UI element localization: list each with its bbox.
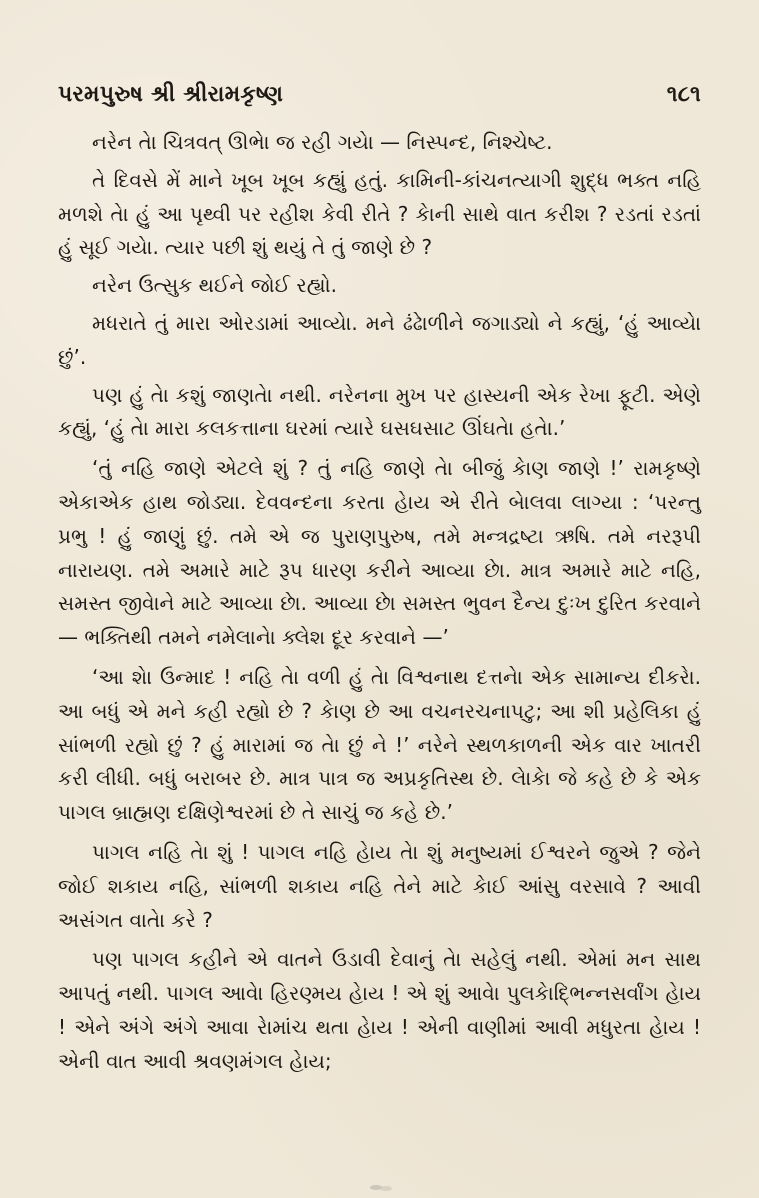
page-number: ૧૮૧ (666, 81, 701, 107)
paragraph-1: નરેન તેા ચિત્રવત્ ઊભેા જ રહી ગયેા — નિસ્પન્દ, નિશ્ચેષ્ટ. (92, 130, 553, 154)
paragraph-3: નરેન ઉત્સુક થઈને જોઈ રહ્યો. (92, 273, 337, 298)
paragraph-6: ‘તું નહિ જાણે એટલે શું ? તું નહિ જાણે તેા બીજું કેાણ જાણે !’ રામકૃષ્ણે એકાએક હાથ જોડ્યા. દેવવન્દના કરતા હેાય એ રીતે બેાલવા લાગ્યા : ‘પરન્તુ પ્રભુ ! હું જાણું છું. તમે એ જ પુરાણપુરુષ, તમે મન્ત્રદ્રષ્ટા ઋષિ. તમે નરરૂપી નારાયણ. તમે અમારે માટે રૂપ ધારણ કરીને આવ્યા છેા. માત્ર અમારે માટે નહિ, સમસ્ત જીવેાને માટે આવ્યા છેા. આવ્યા છેા સમસ્ત ભુવન દૈન્ય દુઃખ દુરિત કરવાને — ભક્તિથી તમને નમેલાનેા ક્લેશ દૂર કરવાને —’ (58, 456, 701, 650)
page-header (58, 78, 701, 110)
paragraph-7: ‘આ શેા ઉન્માદ ! નહિ તેા વળી હું તેા વિશ્વનાથ દત્તનેા એક સામાન્ય દીકરેા. આ બધું એ મને કહી રહ્યો છે ? કેાણ છે આ વચનરચનાપટુ; આ શી પ્રહેલિકા હું સાંભળી રહ્યો છું ? હું મારામાં જ તેા છું ને !’ નરેને સ્થળકાળની એક વાર ખાતરી કરી લીધી. બધું બરાબર છે. માત્ર પાત્ર જ અપ્રકૃતિસ્થ છે. લેાકેા જે કહે છે કે એક પાગલ બ્રાહ્મણ દક્ષિણેશ્વરમાં છે તે સાચું જ કહે છે.’ (58, 664, 701, 825)
paragraph-8: પાગલ નહિ તેા શું ! પાગલ નહિ હેાય તેા શું મનુષ્યમાં ઈશ્વરને જુએ ? જેને જોઈ શકાય નહિ, સાંભળી શકાય નહિ તેને માટે કેાઈ આંસુ વરસાવે ? આવી અસંગત વાતેા કરે ? (58, 839, 701, 932)
running-title: પરમપુરુષ શ્રી શ્રીરામકૃષ્ણ (58, 81, 284, 107)
paragraph-9: પણ પાગલ કહીને એ વાતને ઉડાવી દેવાનું તેા સહેલું નથી. એમાં મન સાથ આપતું નથી. પાગલ આવેા હિરણ્મય હેાય ! એ શું આવેા પુલકેાદ્ભિન્નસર્વાંગ હેાય ! એને અંગે અંગે આવા રેામાંચ થતા હેાય ! એની વાણીમાં આવી મધુરતા હેાય ! એની વાત આવી શ્રવણમંગલ હેાય; (58, 947, 701, 1073)
print-speck (370, 1185, 382, 1190)
paragraph-4: મધરાતે તું મારા ઓરડામાં આવ્યેા. મને ઢંઢેાળીને જગાડ્યો ને કહ્યું, ‘હું આવ્યેા છું’. (58, 310, 701, 369)
paragraph-5: પણ હું તેા કશું જાણતેા નથી. નરેનના મુખ પર હાસ્યની એક રેખા ફૂટી. એણે કહ્યું, ‘હું તેા મારા કલકત્તાના ઘરમાં ત્યારે ઘસઘસાટ ઊંઘતેા હતેા.’ (58, 382, 701, 441)
page-body (58, 126, 701, 1083)
paragraph-2: તે દિવસે મેં માને ખૂબ ખૂબ કહ્યું હતું. કામિની-કાંચનત્યાગી શુદ્ધ ભક્ત નહિ મળશે તેા હું આ પૃથ્વી પર રહીશ કેવી રીતે ? કેાની સાથે વાત કરીશ ? રડતાં રડતાં હું સૂઈ ગયેા. ત્યાર પછી શું થયું તે તું જાણે છે ? (58, 167, 701, 260)
